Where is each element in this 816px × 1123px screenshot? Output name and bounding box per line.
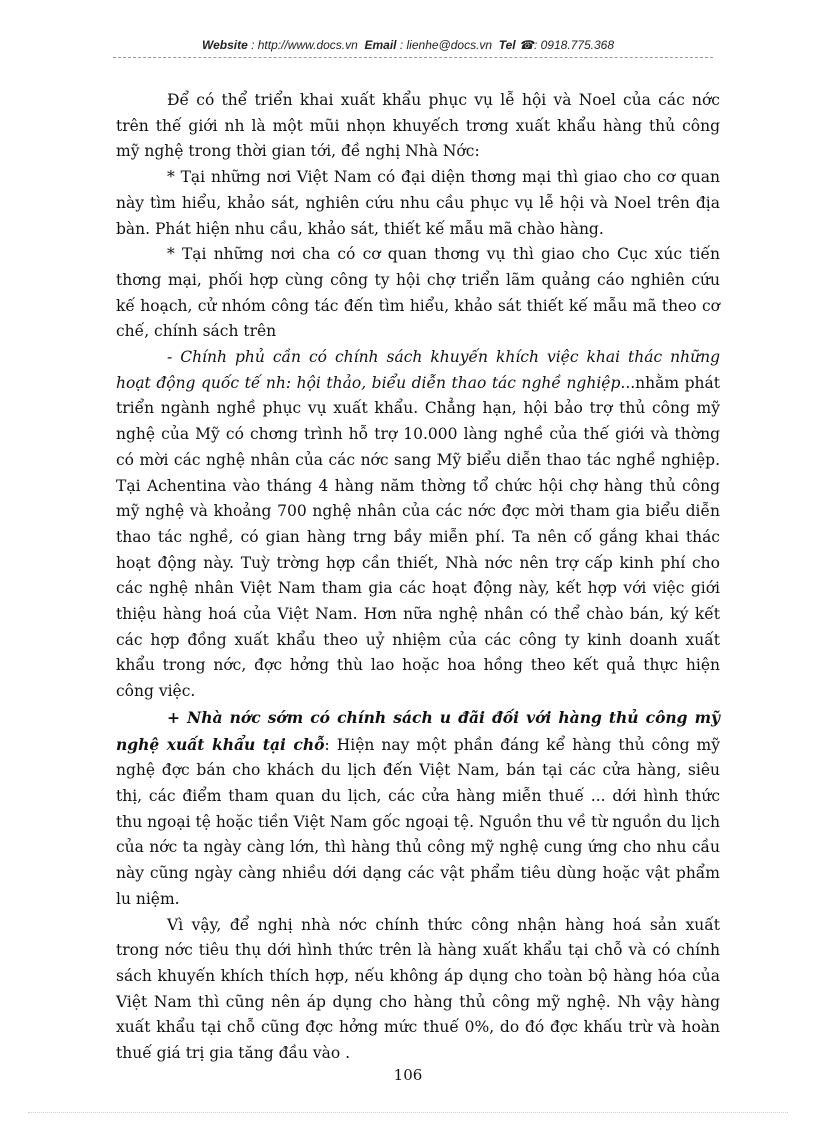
paragraph-trade-representative: * Tại những nơi Việt Nam có đại diện thơng mại thì giao cho cơ quan này tìm hiểu, khảo sát, nghiên cứu nhu cầu phục vụ lễ hội và Noel trên địa bàn. Phát hiện nhu cầu, khảo sát, thiết kế mẫu mã chào hàng. bbox=[116, 168, 720, 238]
phone-icon: ☎ bbox=[519, 38, 534, 52]
website-url: : http://www.docs.vn bbox=[251, 38, 358, 52]
tel-label: Tel bbox=[498, 38, 516, 52]
page-header bbox=[0, 38, 816, 52]
onsite-export-body: : Hiện nay một phần đáng kể hàng thủ công mỹ nghệ đợc bán cho khách du lịch đến Việt Nam, bán tại các cửa hàng, siêu thị, các điểm tham quan du lịch, các cửa hàng miễn thuế ... dới hình thức thu ngoại tệ hoặc tiền Việt Nam gốc ngoại tệ. Nguồn thu về từ nguồn du lịch của nớc ta ngày càng lớn, thì hàng thủ công mỹ nghệ cung ứng cho nhu cầu này cũng ngày càng nhiều dới dạng các vật phẩm tiêu dùng hoặc vật phẩm lu niệm. bbox=[116, 735, 721, 908]
onsite-export-heading: + Nhà nớc sớm có chính sách u đãi đối với hàng thủ công mỹ nghệ xuất khẩu tại chỗ bbox=[116, 707, 720, 754]
website-label: Website bbox=[201, 38, 248, 52]
document-body bbox=[116, 88, 720, 1067]
tel-number: : 0918.775.368 bbox=[533, 38, 615, 52]
paragraph-onsite-export bbox=[116, 705, 720, 913]
paragraph-government-policy bbox=[116, 345, 720, 705]
email-label: Email bbox=[364, 38, 397, 52]
paragraph-conclusion: Vì vậy, để nghị nhà nớc chính thức công nhận hàng hoá sản xuất trong nớc tiêu thụ dới hình thức trên là hàng xuất khẩu tại chỗ và có chính sách khuyến khích thích hợp, nếu không áp dụng cho toàn bộ hàng hóa của Việt Nam thì cũng nên áp dụng cho hàng thủ công mỹ nghệ. Nh vậy hàng xuất khẩu tại chỗ cũng đợc hởng mức thuế 0%, do đó đợc khấu trừ và hoàn thuế giá trị gia tăng đầu vào . bbox=[116, 915, 720, 1063]
paragraph-trade-promotion: * Tại những nơi cha có cơ quan thơng vụ thì giao cho Cục xúc tiến thơng mại, phối hợp cùng công ty hội chợ triển lãm quảng cáo nghiên cứu kế hoạch, cử nhóm công tác đến tìm hiểu, khảo sát thiết kế mẫu mã theo cơ chế, chính sách trên bbox=[116, 245, 720, 341]
header-divider bbox=[113, 57, 713, 58]
footer-divider bbox=[28, 1112, 788, 1113]
policy-body: ...nhằm phát triển ngành nghề phục vụ xuất khẩu. Chẳng hạn, hội bảo trợ thủ công mỹ nghệ của Mỹ có chơng trình hỗ trợ 10.000 làng nghề của thế giới và thờng có mời các nghệ nhân của các nớc sang Mỹ biểu diễn thao tác nghề nghiệp. Tại Achentina vào tháng 4 hàng năm thờng tổ chức hội chợ hàng thủ công mỹ nghệ và khoảng 700 nghệ nhân của các nớc đợc mời tham gia biểu diễn thao tác nghề, có gian hàng trng bầy miễn phí. Ta nên cố gắng khai thác hoạt động này. Tuỳ trờng hợp cần thiết, Nhà nớc nên trợ cấp kinh phí cho các nghệ nhân Việt Nam tham gia các hoạt động này, kết hợp với việc giới thiệu hàng hoá của Việt Nam. Hơn nữa nghệ nhân có thể chào bán, ký kết các hợp đồng xuất khẩu theo uỷ nhiệm của các công ty kinh doanh xuất khẩu trong nớc, đợc hởng thù lao hoặc hoa hồng theo kết quả thực hiện công việc. bbox=[116, 373, 720, 701]
email-address: : lienhe@docs.vn bbox=[399, 38, 493, 52]
policy-lead-italic: - Chính phủ cần có chính sách khuyến khích việc khai thác những hoạt động quốc tế nh: hội thảo, biểu diễn thao tác nghề nghiệp bbox=[116, 348, 720, 392]
paragraph-intro: Để có thể triển khai xuất khẩu phục vụ lễ hội và Noel của các nớc trên thế giới nh là một mũi nhọn khuyếch trơng xuất khẩu hàng thủ công mỹ nghệ trong thời gian tới, đề nghị Nhà Nớc: bbox=[116, 91, 720, 161]
page-number: 106 bbox=[393, 1066, 423, 1084]
